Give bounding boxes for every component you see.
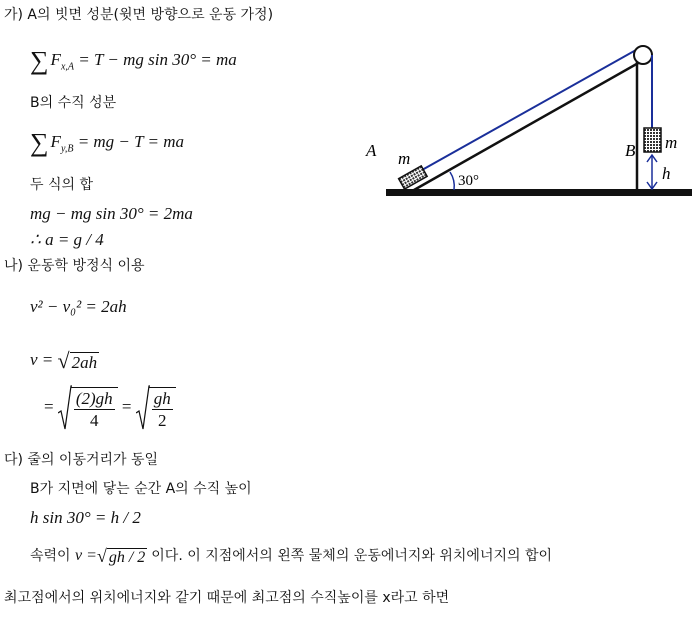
section-c-heading: 다) 줄의 이동거리가 동일 — [4, 452, 159, 468]
acceleration-result: ∴ a = g / 4 — [30, 230, 104, 249]
velocity-radicand: 2ah — [71, 353, 98, 372]
sum-force-x-subscript: x,A — [60, 61, 74, 73]
mass-a-label: m — [398, 149, 411, 168]
sum-force-y-equation: ∑ $F_{y,B}$ = mg − T = ma — [30, 128, 185, 157]
block-b — [644, 128, 661, 152]
fraction1-denominator: 4 — [90, 411, 99, 430]
label-b: B — [625, 141, 636, 160]
section-c-line3: 최고점에서의 위치에너지와 같기 때문에 최고점의 수직높이를 x라고 하면 — [4, 590, 450, 606]
sum-force-x-equation: ∑ $F_{x,A} = T$ − mg sin 30° = ma — [30, 46, 237, 75]
speed-radicand: gh / 2 — [108, 549, 146, 566]
speed-eq-lhs: v = — [75, 547, 97, 565]
speed-sqrt-sign: √ — [96, 546, 107, 566]
pulley — [634, 46, 652, 64]
big-sqrt-sign-2 — [136, 385, 150, 431]
height-label: h — [662, 164, 671, 183]
angle-label: 30° — [458, 173, 479, 189]
combined-equation: mg − mg sin 30° = 2ma — [30, 204, 193, 223]
sqrt-sign: √ — [57, 348, 70, 373]
velocity-fraction-equation: = $\frac{(2)gh}{4}$ = $\frac{gh}{2}$ — [44, 385, 176, 431]
fraction1-numerator: (2)gh — [75, 389, 113, 408]
incline-surface — [414, 62, 640, 190]
string-incline — [422, 50, 636, 170]
height-sin-equation: h sin 30° = h / 2 — [30, 508, 141, 527]
label-b-vertical: B의 수직 성분 — [30, 95, 117, 111]
fraction2-denominator: 2 — [158, 411, 167, 430]
mass-b-label: m — [665, 133, 678, 152]
section-c-line2 — [30, 547, 552, 566]
pulley-incline-diagram — [362, 42, 694, 207]
speed-label: 속력이 — [30, 548, 71, 565]
label-sum-of-equations: 두 식의 합 — [30, 177, 93, 193]
section-c-line2-text: 이다. 이 지점에서의 왼쪽 물체의 운동에너지와 위치에너지의 합이 — [151, 548, 553, 565]
section-a-heading: 가) A의 빗면 성분(윗면 방향으로 운동 가정) — [4, 7, 274, 23]
velocity-sqrt-equation — [30, 350, 99, 372]
section-b-heading: 나) 운동학 방정식 이용 — [4, 258, 145, 274]
section-c-line1: B가 지면에 닿는 순간 A의 수직 높이 — [30, 481, 252, 497]
angle-arc — [450, 172, 454, 190]
fraction2-numerator: gh — [153, 389, 171, 408]
big-sqrt-sign-1 — [58, 385, 72, 431]
kinematics-equation: v² − v₀² = 2ah — [30, 297, 127, 316]
velocity-lhs: v = — [30, 349, 54, 369]
label-a: A — [366, 141, 377, 160]
ground — [386, 189, 692, 196]
sum-force-x-rhs: = T − mg sin 30° = ma — [78, 50, 237, 69]
sum-force-y-rhs: = mg − T = ma — [77, 132, 185, 151]
sum-force-y-subscript: y,B — [60, 143, 74, 155]
